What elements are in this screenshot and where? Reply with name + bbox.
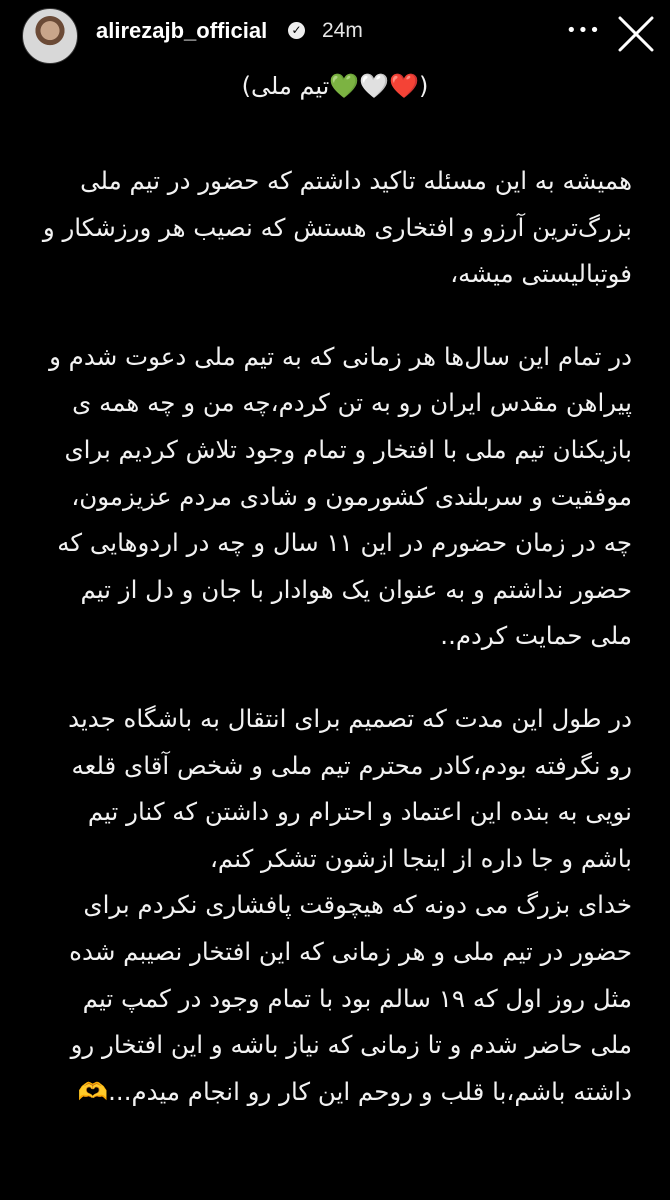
text-line: بازیکنان تیم ملی با افتخار و تمام وجود تلاش کردیم برای bbox=[64, 434, 632, 464]
text-line: باشم و جا داره از اینجا ازشون تشکر کنم، bbox=[210, 843, 632, 873]
close-button[interactable] bbox=[616, 14, 656, 54]
text-line: در طول این مدت که تصمیم برای انتقال به باشگاه جدید bbox=[68, 703, 632, 733]
text-line: بزرگ‌ترین آرزو و افتخاری هستش که نصیب هر ورزشکار و bbox=[42, 212, 632, 242]
text-line: رو نگرفته بودم،کادر محترم تیم ملی و شخص آقای قلعه bbox=[71, 750, 632, 780]
text-line: ملی حمایت کردم.. bbox=[440, 621, 632, 651]
verified-badge-icon: ✓ bbox=[288, 22, 305, 39]
text-line: در تمام این سال‌ها هر زمانی که به تیم ملی دعوت شدم و bbox=[49, 341, 632, 371]
text-line: ملی حاضر شدم و تا زمانی که نیاز باشه و این افتخار رو bbox=[70, 1030, 632, 1060]
text-line: فوتبالیستی میشه، bbox=[450, 259, 632, 289]
text-line: پیراهن مقدس ایران رو به تن کردم،چه من و چه همه ی bbox=[72, 388, 632, 418]
paragraph bbox=[20, 334, 632, 660]
story-title: (تیم ملی💚🤍❤️) bbox=[241, 72, 429, 100]
text-line: حضور در تیم ملی و هر زمانی که این افتخار نصیبم شده bbox=[69, 936, 632, 966]
text-line: حضور نداشتم و به عنوان یک هوادار با جان و دل از تیم bbox=[80, 574, 632, 604]
story-header bbox=[0, 0, 670, 66]
paragraph bbox=[20, 158, 632, 298]
avatar[interactable] bbox=[22, 8, 78, 64]
text-line: چه در زمان حضورم در این ۱۱ سال و چه در اردوهایی که bbox=[57, 528, 632, 558]
username[interactable]: alirezajb_official bbox=[96, 18, 268, 43]
text-line: موفقیت و سربلندی کشورمون و شادی مردم عزیزمون، bbox=[71, 481, 632, 511]
more-options-button[interactable]: ••• bbox=[566, 20, 601, 41]
story-text bbox=[20, 158, 632, 1115]
post-time: 24m bbox=[322, 19, 363, 42]
text-line: خدای بزرگ می دونه که هیچوقت پافشاری نکردم برای bbox=[83, 890, 632, 920]
text-line: مثل روز اول که ۱۹ سالم بود با تمام وجود در کمپ تیم bbox=[82, 983, 632, 1013]
paragraph bbox=[20, 696, 632, 1115]
close-icon bbox=[616, 14, 656, 54]
text-line: داشته باشم،با قلب و روحم این کار رو انجام میدم...🫶 bbox=[77, 1076, 632, 1106]
text-line: نویی به بنده این اعتماد و احترام رو داشتن که کنار تیم bbox=[87, 797, 632, 827]
text-line: همیشه به این مسئله تاکید داشتم که حضور در تیم ملی bbox=[80, 166, 632, 195]
